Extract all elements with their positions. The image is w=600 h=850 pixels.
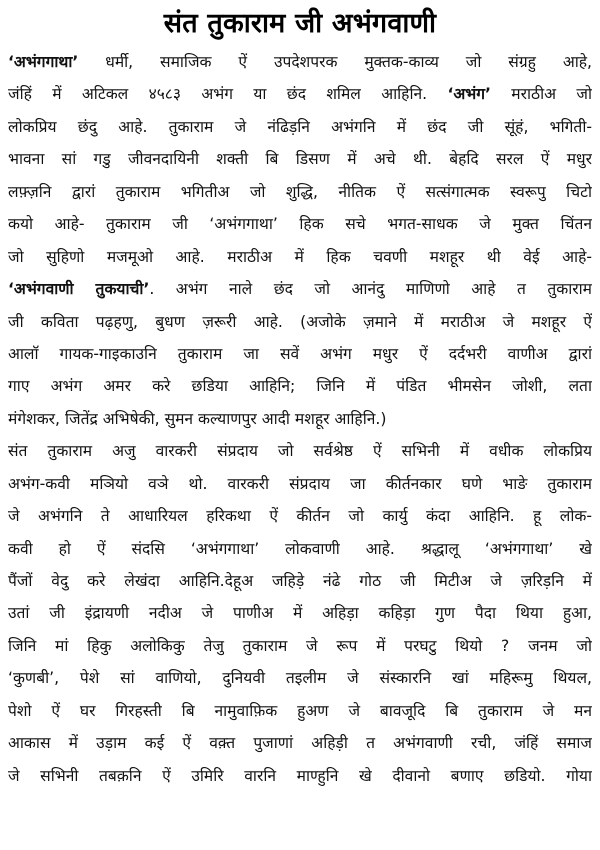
text-line [8, 143, 592, 175]
bold-term: ‘अभंग’ [447, 85, 491, 104]
text-run: पेशो ऐं घर गिरहस्ती बि नामुवाफ़िक हुअण जे बावजूदि बि तुकाराम जे मन [8, 701, 592, 720]
text-run: लोकप्रिय छंदु आहे. तुकाराम जे नंढिड़नि अभंगनि में छंद जी सूंहं, भगिती- [8, 117, 592, 136]
text-run: जिनि मां हिकु अलोकिकु तेजु तुकाराम जे रूप में परघटु थियो ? जनम जो [8, 636, 592, 655]
text-line [8, 468, 592, 500]
text-line [8, 630, 592, 662]
page-title: संत तुकाराम जी अभंगवाणी [163, 8, 437, 39]
text-line [8, 662, 592, 694]
text-line [8, 403, 592, 435]
text-run: जी कविता पढ़हणु, बुधण ज़रूरी आहे. (अजोके ज़माने में मराठीअ जे मशहूर ऐं [8, 312, 592, 331]
text-run: लफ़्ज़नि द्वारां तुकाराम भगितीअ जो शुद्धि, नीतिक ऐं सत्संगात्मक स्वरूपु चिटो [8, 182, 592, 201]
text-line [8, 695, 592, 727]
text-line [8, 727, 592, 759]
text-run: कयो आहे- तुकाराम जी ‘अभंगगाथा’ हिक सचे भगत-साधक जे मुक्त चिंतन [8, 215, 592, 234]
text-line [8, 760, 592, 792]
text-line [8, 338, 592, 370]
article-body [8, 46, 592, 792]
text-run: पैंजों वेदु करे लेखंदा आहिनि.देहूअ जहिड़े नंढे गोठ जी मिटीअ जे ज़रिड़नि में [8, 572, 592, 590]
text-line [8, 533, 592, 565]
text-line [8, 241, 592, 273]
text-line [8, 306, 592, 338]
text-run: जे अभंगनि ते आधारियल हरिकथा ऐं कीर्तन जो कार्यु कंदा आहिनि. हू लोक- [8, 507, 592, 526]
text-run: उतां जी इंद्रायणी नदीअ जे पाणीअ में अहिड़ा कहिड़ा गुण पैदा थिया हुआ, [8, 604, 592, 623]
text-run: . अभंग नाले छंद जो आनंदु माणिणो आहे त तुकाराम [149, 280, 592, 299]
text-line [8, 111, 592, 143]
text-run: आकास में उड़ाम कई ऐं वक़्त पुजाणां अहिड़ी त अभंगवाणी रची, जंहिं समाज [8, 734, 592, 753]
text-run: आलॉ गायक-गाइकाउनि तुकाराम जा सवें अभंग मधुर ऐं दर्दभरी वाणीअ द्वारां [8, 344, 592, 363]
text-line [8, 208, 592, 240]
text-run: जंहिं में अटिकल ४५८३ अभंग या छंद शमिल आहिनि. [8, 85, 448, 104]
text-run: मराठीअ जो [490, 85, 592, 104]
text-run: मंगेशकर, जितेंद्र अभिषेकी, सुमन कल्याणपुर आदी मशहूर आहिनि.) [8, 409, 387, 428]
text-line [8, 176, 592, 208]
text-run: जो सुहिणो मजमूओ आहे. मराठीअ में हिक चवणी मशहूर थी वेई आहे- [8, 247, 592, 266]
text-run: धर्मी, समाजिक ऐं उपदेशपरक मुक्तक-काव्य जो संग्रहु आहे, [78, 53, 592, 71]
text-line [8, 597, 592, 629]
text-run: कवी हो ऐं संदसि ‘अभंगगाथा’ लोकवाणी आहे. श्रद्धालू ‘अभंगगाथा’ खे [8, 539, 592, 558]
text-line [8, 500, 592, 532]
text-run: जे सभिनी तबक़नि ऐं उमिरि वारनि माण्हुनि खे दीवानो बणाए छडियो. गोया [8, 766, 592, 785]
text-run: ‘कुणबी’, पेशे सां वाणियो, दुनियवी तइलीम जे संस्कारनि खां महिरूमु थियल, [8, 669, 592, 688]
text-line [8, 370, 592, 402]
text-run: संत तुकाराम अजु वारकरी संप्रदाय जो सर्वश्रेष्ठ ऐं सभिनी में वधीक लोकप्रिय [8, 442, 592, 461]
text-line [8, 435, 592, 467]
text-line [8, 78, 592, 110]
bold-term: ‘अभंगवाणी तुकयाची’ [8, 280, 150, 299]
text-line [8, 46, 592, 78]
text-line [8, 273, 592, 305]
text-run: अभंग-कवी मञियो वञे थो. वारकरी संप्रदाय जा कीर्तनकार घणे भाङे तुकाराम [8, 474, 592, 493]
bold-term: ‘अभंगगाथा’ [8, 53, 79, 71]
text-run: भावना सां गडु जीवनदायिनी शक्ती बि डिसण में अचे थी. बेहदि सरल ऐं मधुर [8, 150, 592, 169]
text-line [8, 565, 592, 597]
text-run: गाए अभंग अमर करे छडिया आहिनि; जिनि में पंडित भीमसेन जोशी, लता [8, 377, 592, 396]
